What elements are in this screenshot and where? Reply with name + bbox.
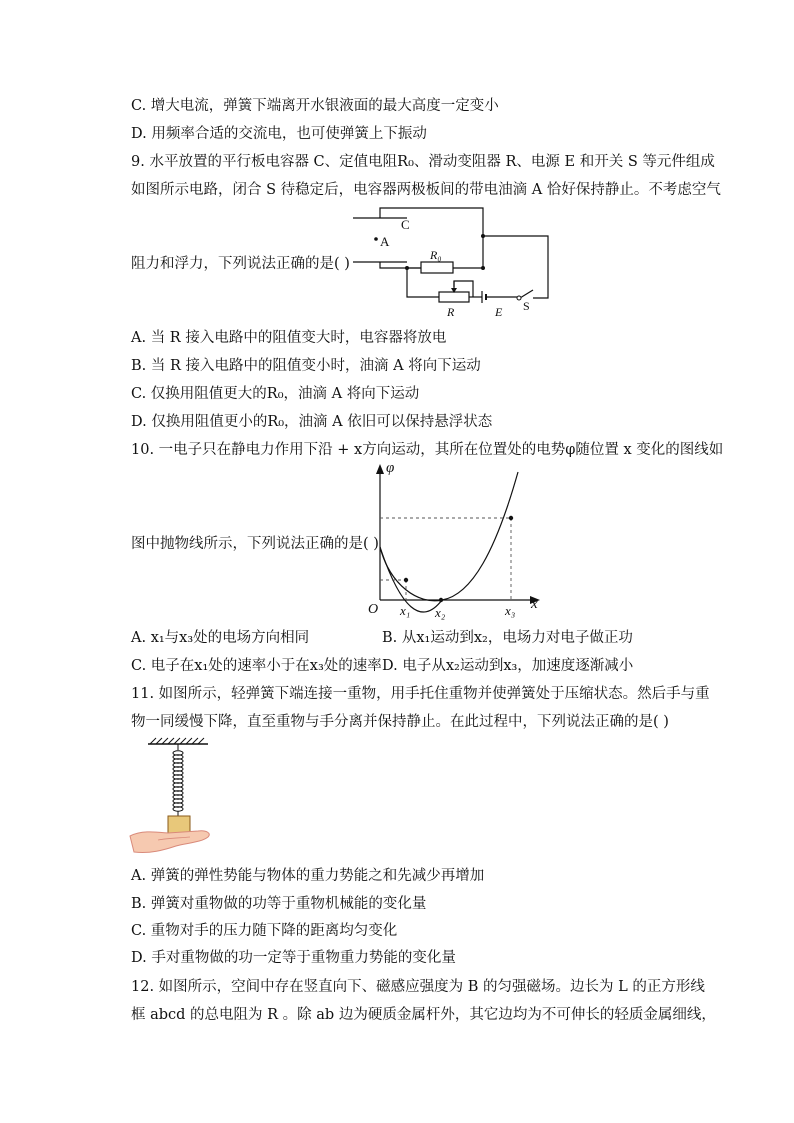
q8-option-c: C. 增大电流，弹簧下端离开水银液面的最大高度一定变小: [131, 98, 499, 114]
q10-stem-line-1: 10. 一电子只在静电力作用下沿 + x方向运动，其所在位置处的电势φ随位置 x 变化的图线如: [131, 442, 724, 458]
q9-option-d: D. 仅换用阻值更小的R₀，油滴 A 依旧可以保持悬浮状态: [131, 414, 493, 430]
q12-stem-line-2: 框 abcd 的总电阻为 R 。除 ab 边为硬质金属杆外，其它边均为不可伸长的轻质金属细线，: [131, 1007, 716, 1023]
q11-option-c: C. 重物对手的压力随下降的距离均匀变化: [131, 923, 398, 939]
q9-stem-line-2: 如图所示电路，闭合 S 待稳定后，电容器两极板间的带电油滴 A 恰好保持静止。不考虑空气: [131, 182, 721, 198]
q10-option-c: C. 电子在x₁处的速率小于在x₃处的速率: [131, 658, 382, 674]
q9-stem-line-1: 9. 水平放置的平行板电容器 C、定值电阻R₀、滑动变阻器 R、电源 E 和开关 S 等元件组成: [131, 154, 715, 170]
q11-spring-hand-figure: [128, 736, 218, 858]
tick-label-x1: x₁: [400, 603, 411, 618]
label-drop-a: A: [380, 234, 390, 249]
q11-option-a: A. 弹簧的弹性势能与物体的重力势能之和先减少再增加: [131, 868, 485, 884]
axis-label-x: x: [531, 596, 538, 612]
q9-option-c: C. 仅换用阻值更大的R₀，油滴 A 将向下运动: [131, 386, 420, 402]
label-r0: R₀: [430, 248, 442, 262]
q11-option-b: B. 弹簧对重物做的功等于重物机械能的变化量: [131, 896, 427, 912]
axis-label-phi: φ: [386, 460, 395, 476]
q12-stem-line-1: 12. 如图所示，空间中存在竖直向下、磁感应强度为 B 的匀强磁场。边长为 L 的正方形线: [131, 979, 705, 995]
q10-option-b: B. 从x₁运动到x₂，电场力对电子做正功: [382, 630, 633, 646]
q10-option-a: A. x₁与x₃处的电场方向相同: [131, 630, 310, 646]
tick-label-x2: x₂: [435, 605, 446, 620]
q10-option-d: D. 电子从x₂运动到x₃，加速度逐渐减小: [382, 658, 634, 674]
q10-potential-graph: [368, 460, 546, 620]
label-r: R: [447, 305, 455, 319]
q11-option-d: D. 手对重物做的功一定等于重物重力势能的变化量: [131, 950, 456, 966]
q9-stem-line-3: 阻力和浮力，下列说法正确的是( ): [131, 256, 350, 272]
label-e: E: [495, 305, 503, 319]
q11-stem-line-2: 物一同缓慢下降，直至重物与手分离并保持静止。在此过程中，下列说法正确的是( ): [131, 714, 669, 730]
q11-stem-line-1: 11. 如图所示，轻弹簧下端连接一重物，用手托住重物并使弹簧处于压缩状态。然后手与重: [131, 686, 710, 702]
label-capacitor-c: C: [401, 217, 410, 232]
q9-option-b: B. 当 R 接入电路中的阻值变小时，油滴 A 将向下运动: [131, 358, 481, 374]
label-s: S: [523, 299, 530, 313]
q9-option-a: A. 当 R 接入电路中的阻值变大时，电容器将放电: [131, 330, 447, 346]
origin-label: O: [368, 602, 379, 617]
q9-circuit-diagram: [345, 200, 560, 322]
q8-option-d: D. 用频率合适的交流电，也可使弹簧上下振动: [131, 126, 427, 142]
tick-label-x3: x₃: [505, 603, 516, 618]
q10-stem-line-2: 图中抛物线所示，下列说法正确的是( ): [131, 536, 379, 552]
